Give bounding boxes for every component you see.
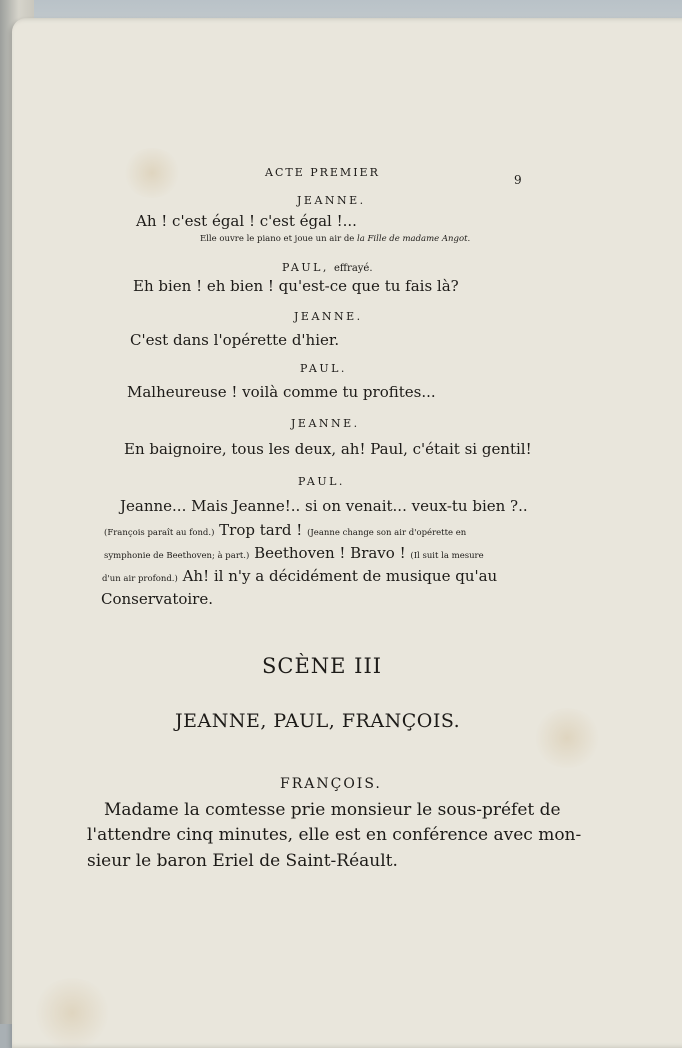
dialogue-line: Madame la comtesse prie monsieur le sous-préfet de bbox=[104, 800, 561, 820]
speaker-label: JEANNE. bbox=[291, 417, 360, 430]
speaker-label: JEANNE. bbox=[294, 310, 363, 323]
speaker-name: PAUL, bbox=[282, 261, 329, 274]
stage-direction: (Jeanne change son air d'opérette en bbox=[307, 528, 467, 538]
stage-direction-text: Elle ouvre le piano et joue un air de bbox=[200, 234, 358, 244]
dialogue-line: sieur le baron Eriel de Saint-Réault. bbox=[87, 851, 398, 871]
stage-direction bbox=[200, 234, 470, 244]
dialogue-line bbox=[104, 520, 466, 539]
cast-list: JEANNE, PAUL, FRANÇOIS. bbox=[175, 710, 461, 732]
dialogue-line bbox=[102, 566, 497, 585]
dialogue-line bbox=[104, 543, 484, 562]
dialogue-line: Malheureuse ! voilà comme tu profites... bbox=[127, 383, 436, 401]
dialogue-line: Ah ! c'est égal ! c'est égal !... bbox=[136, 212, 357, 230]
scene-title: SCÈNE III bbox=[262, 654, 383, 678]
dialogue-line: Jeanne... Mais Jeanne!.. si on venait... veux-tu bien ?.. bbox=[120, 497, 528, 515]
speaker-label: PAUL. bbox=[300, 362, 347, 375]
foxing-stain bbox=[532, 708, 602, 768]
stage-direction: d'un air profond.) bbox=[102, 574, 178, 584]
stage-direction: (François paraît au fond.) bbox=[104, 528, 215, 538]
speaker-label bbox=[282, 256, 373, 275]
dialogue-line: l'attendre cinq minutes, elle est en conférence avec mon- bbox=[87, 825, 582, 845]
dialogue-text: Trop tard ! bbox=[214, 521, 308, 539]
foxing-stain bbox=[122, 148, 182, 198]
dialogue-line: Conservatoire. bbox=[101, 590, 214, 608]
stage-direction: (Il suit la mesure bbox=[410, 551, 484, 561]
dialogue-text: Beethoven ! Bravo ! bbox=[249, 544, 411, 562]
page-number: 9 bbox=[514, 173, 522, 187]
foxing-stain bbox=[32, 978, 112, 1048]
stage-direction: symphonie de Beethoven; à part.) bbox=[104, 551, 250, 561]
speaker-label: FRANÇOIS. bbox=[280, 776, 382, 792]
dialogue-line: En baignoire, tous les deux, ah! Paul, c'était si gentil! bbox=[124, 440, 532, 458]
running-head: ACTE PREMIER bbox=[265, 166, 380, 179]
dialogue-line: Eh bien ! eh bien ! qu'est-ce que tu fais là? bbox=[133, 277, 459, 295]
dialogue-line: C'est dans l'opérette d'hier. bbox=[130, 331, 340, 349]
speaker-label: JEANNE. bbox=[297, 194, 366, 207]
speaker-label: PAUL. bbox=[298, 475, 345, 488]
stage-direction-title: la Fille de madame Angot. bbox=[357, 234, 471, 244]
speaker-direction: effrayé. bbox=[334, 263, 373, 274]
dialogue-text: Ah! il n'y a décidément de musique qu'au bbox=[177, 567, 498, 585]
